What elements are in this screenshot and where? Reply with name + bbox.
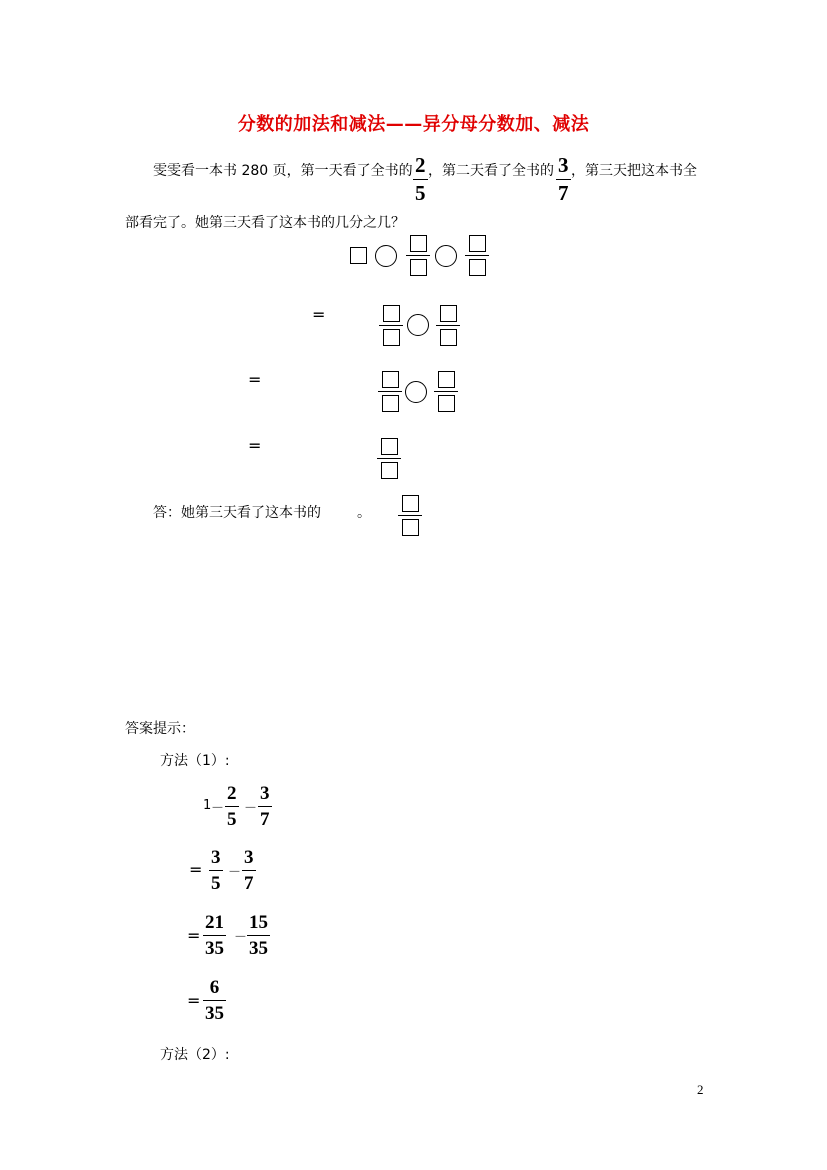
equals-sign: =: [187, 926, 201, 945]
fraction-bar: [434, 391, 458, 392]
fraction-denominator: 35: [247, 935, 270, 958]
denominator-box[interactable]: [382, 395, 399, 412]
fraction-denominator: 7: [242, 870, 256, 893]
fraction-numerator: 6: [209, 977, 220, 998]
fraction-denominator: 7: [258, 806, 272, 829]
problem-text-part2: ，第二天看了全书的: [428, 163, 554, 179]
operator-circle[interactable]: [435, 245, 457, 267]
numerator-box[interactable]: [402, 495, 419, 512]
fraction-denominator: 5: [415, 181, 426, 205]
denominator-box[interactable]: [410, 259, 427, 276]
numerator-box[interactable]: [438, 371, 455, 388]
solution-fraction: [209, 848, 223, 893]
solution-leading-one: 1: [203, 798, 212, 813]
blank-fraction[interactable]: [465, 235, 489, 276]
fraction-numerator: 3: [244, 847, 254, 868]
fraction-numerator: 3: [260, 783, 270, 804]
hint-heading: 答案提示：: [125, 721, 195, 737]
operator-circle[interactable]: [375, 245, 397, 267]
page-title: 分数的加法和减法——异分母分数加、减法: [237, 114, 590, 135]
denominator-box[interactable]: [438, 395, 455, 412]
fraction-numerator: 3: [211, 847, 221, 868]
numerator-box[interactable]: [381, 438, 398, 455]
minus-sign: －: [234, 930, 248, 945]
fraction-denominator: 7: [558, 181, 569, 205]
page-number: 2: [697, 1082, 704, 1097]
fraction-numerator: 21: [205, 912, 224, 933]
equals-sign: =: [248, 370, 262, 389]
solution-fraction: [242, 848, 256, 893]
solution-fraction: [225, 784, 239, 829]
numerator-box[interactable]: [382, 371, 399, 388]
fraction-three-sevenths: [556, 155, 571, 204]
solution-fraction: [258, 784, 272, 829]
fraction-numerator: 2: [415, 153, 426, 177]
minus-sign: －: [211, 801, 225, 816]
blank-fraction[interactable]: [434, 371, 458, 412]
numerator-box[interactable]: [440, 305, 457, 322]
minus-sign: －: [244, 801, 258, 816]
fraction-denominator: 5: [209, 870, 223, 893]
fraction-bar: [436, 325, 460, 326]
fraction-bar: [406, 255, 430, 256]
denominator-box[interactable]: [440, 329, 457, 346]
answer-box[interactable]: [350, 247, 367, 264]
blank-fraction[interactable]: [379, 305, 403, 346]
denominator-box[interactable]: [402, 519, 419, 536]
fraction-denominator: 5: [225, 806, 239, 829]
fraction-numerator: 2: [227, 783, 237, 804]
method1-label: 方法（1）:: [160, 753, 230, 769]
fraction-bar: [398, 515, 422, 516]
blank-fraction[interactable]: [436, 305, 460, 346]
method2-label: 方法（2）:: [160, 1047, 230, 1063]
numerator-box[interactable]: [469, 235, 486, 252]
answer-period: 。: [357, 505, 371, 521]
fraction-numerator: 3: [558, 153, 569, 177]
fraction-bar: [378, 391, 402, 392]
numerator-box[interactable]: [410, 235, 427, 252]
equals-sign: =: [312, 305, 326, 324]
denominator-box[interactable]: [383, 329, 400, 346]
equals-sign: =: [189, 860, 203, 879]
operator-circle[interactable]: [407, 314, 429, 336]
blank-fraction[interactable]: [406, 235, 430, 276]
numerator-box[interactable]: [383, 305, 400, 322]
solution-fraction: [247, 913, 270, 958]
fraction-denominator: 35: [203, 1000, 226, 1023]
equals-sign: =: [187, 991, 201, 1010]
fraction-denominator: 35: [203, 935, 226, 958]
denominator-box[interactable]: [469, 259, 486, 276]
problem-text-part3: ，第三天把这本书全: [571, 163, 697, 179]
solution-fraction: [203, 978, 226, 1023]
operator-circle[interactable]: [405, 381, 427, 403]
blank-fraction[interactable]: [377, 438, 401, 479]
problem-text-part1: 雯雯看一本书 280 页，第一天看了全书的: [153, 163, 413, 179]
answer-blank-fraction[interactable]: [398, 495, 422, 536]
blank-fraction[interactable]: [378, 371, 402, 412]
fraction-bar: [465, 255, 489, 256]
fraction-two-fifths: [413, 155, 428, 204]
equals-sign: =: [248, 436, 262, 455]
fraction-numerator: 15: [249, 912, 268, 933]
fraction-bar: [377, 458, 401, 459]
minus-sign: －: [228, 865, 242, 880]
denominator-box[interactable]: [381, 462, 398, 479]
solution-fraction: [203, 913, 226, 958]
fraction-bar: [379, 325, 403, 326]
problem-question: 部看完了。她第三天看了这本书的几分之几？: [125, 215, 405, 231]
answer-statement: 答：她第三天看了这本书的: [153, 505, 321, 521]
